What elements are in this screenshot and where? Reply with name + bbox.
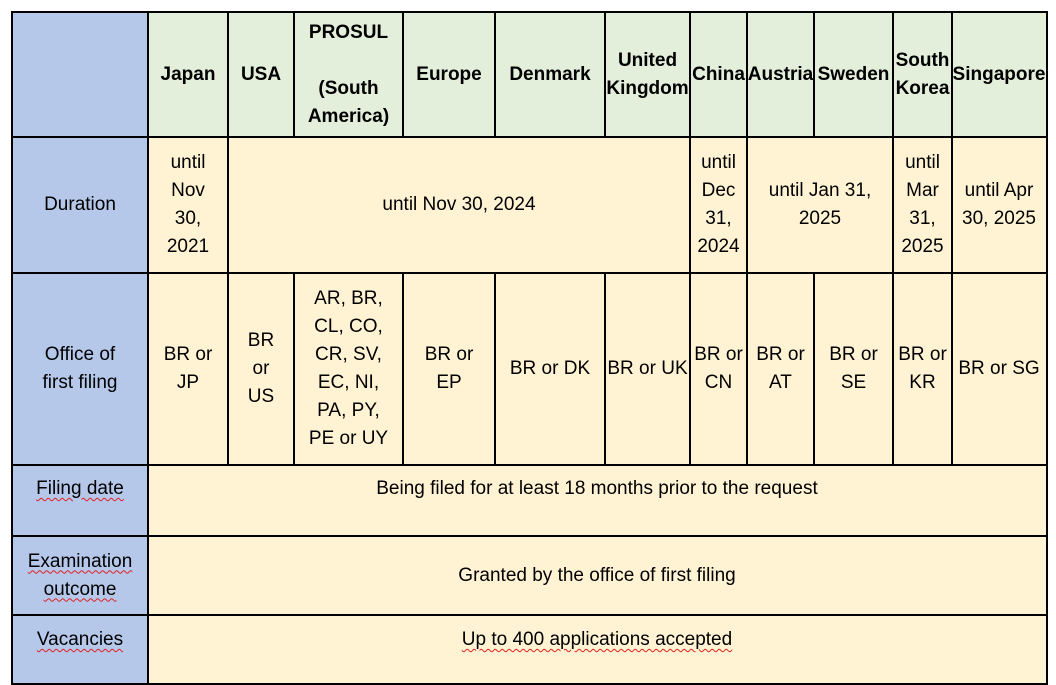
grid-line: [746, 11, 748, 466]
header-prosul: PROSUL (South America): [294, 12, 403, 137]
grid-line: [813, 11, 815, 138]
grid-line: [951, 11, 953, 466]
grid-line: [604, 272, 606, 466]
grid-line: [402, 11, 404, 138]
grid-line: [494, 272, 496, 466]
office-china: BR or CN: [690, 273, 747, 465]
header-europe: Europe: [403, 12, 495, 137]
office-singapore: BR or SG: [952, 273, 1046, 465]
duration-merged-usa-to-uk: until Nov 30, 2024: [228, 137, 690, 273]
office-europe: BR or EP: [403, 273, 495, 465]
grid-line: [147, 11, 149, 685]
duration-china: until Dec 31, 2024: [690, 137, 747, 273]
grid-line: [689, 11, 691, 466]
office-japan: BR or JP: [148, 273, 228, 465]
header-austria: Austria: [747, 12, 814, 137]
row-label-office: Office of first filing: [12, 273, 148, 465]
header-singapore: Singapore: [952, 12, 1046, 137]
office-united-kingdom: BR or UK: [605, 273, 690, 465]
header-united-kingdom: United Kingdom: [605, 12, 690, 137]
header-usa: USA: [228, 12, 294, 137]
duration-austria-sweden: until Jan 31, 2025: [747, 137, 893, 273]
grid-line: [604, 11, 606, 138]
office-usa: BR or US: [228, 273, 294, 465]
corner-cell: [12, 12, 148, 137]
grid-line: [293, 11, 295, 138]
grid-line: [402, 272, 404, 466]
grid-line: [293, 272, 295, 466]
grid-line: [11, 614, 1048, 616]
row-label-duration: Duration: [12, 137, 148, 273]
office-south-korea: BR or KR: [893, 273, 952, 465]
filing-date-value: Being filed for at least 18 months prior to the request: [148, 465, 1046, 536]
header-sweden: Sweden: [814, 12, 893, 137]
duration-singapore: until Apr 30, 2025: [952, 137, 1046, 273]
office-sweden: BR or SE: [814, 273, 893, 465]
row-label-examination: Examination outcome: [12, 536, 148, 615]
duration-japan: until Nov 30, 2021: [148, 137, 228, 273]
header-japan: Japan: [148, 12, 228, 137]
office-denmark: BR or DK: [495, 273, 605, 465]
grid-line: [892, 11, 894, 466]
grid-line: [1046, 11, 1048, 685]
header-denmark: Denmark: [495, 12, 605, 137]
vacancies-value: Up to 400 applications accepted: [148, 615, 1046, 685]
grid-line: [227, 11, 229, 466]
header-china: China: [690, 12, 747, 137]
grid-line: [494, 11, 496, 138]
grid-line: [11, 11, 13, 685]
header-south-korea: South Korea: [893, 12, 952, 137]
duration-south-korea: until Mar 31, 2025: [893, 137, 952, 273]
grid-line: [813, 272, 815, 466]
row-label-vacancies: Vacancies: [12, 615, 148, 685]
office-austria: BR or AT: [747, 273, 814, 465]
row-label-filing-date: Filing date: [12, 465, 148, 536]
office-prosul: AR, BR, CL, CO, CR, SV, EC, NI, PA, PY, PE or UY: [294, 273, 403, 465]
grid-line: [11, 535, 1048, 537]
examination-value: Granted by the office of first filing: [148, 536, 1046, 615]
